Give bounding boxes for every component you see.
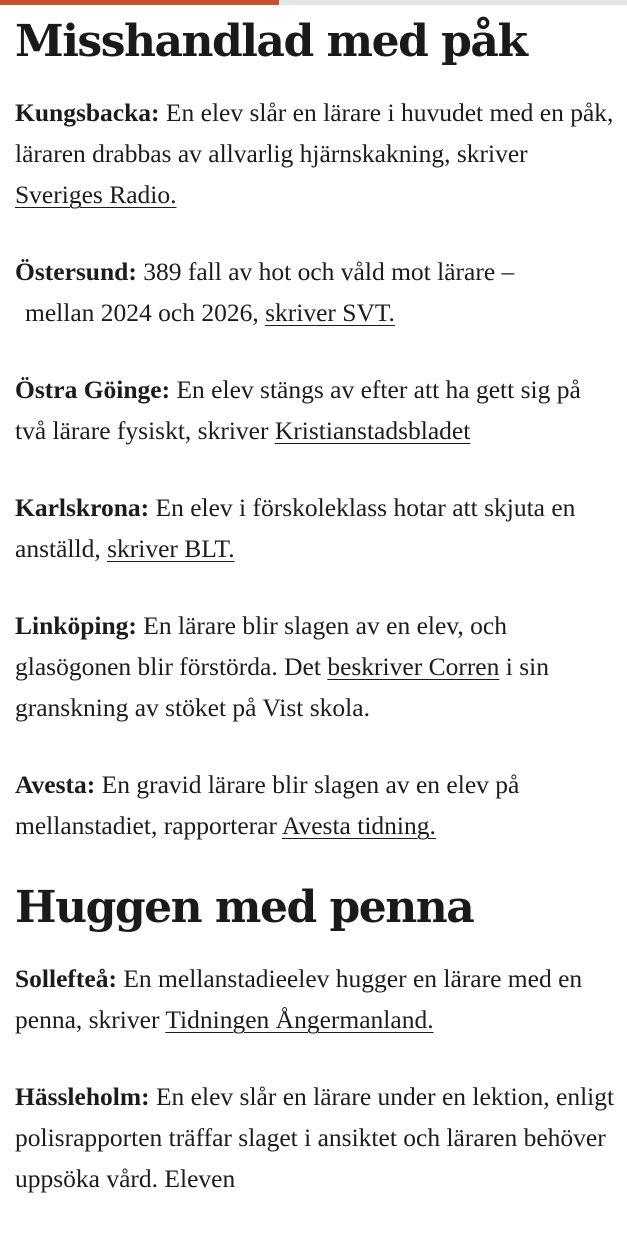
- place-name: Avesta:: [15, 770, 96, 799]
- entry-text: En lärare blir slagen av en elev, och glasögonen blir förstörda. Det: [15, 611, 507, 681]
- place-name: Hässleholm:: [15, 1082, 150, 1111]
- entry-karlskrona: [15, 487, 615, 569]
- entry-ostra-goinge: [15, 369, 615, 451]
- entry-text: En elev i förskoleklass hotar att skjuta en anställd,: [15, 493, 576, 563]
- section-heading-pak: Misshandlad med påk: [15, 16, 527, 67]
- entry-text: En elev stängs av efter att ha gett sig på två lärare fysiskt, skriver: [15, 375, 581, 445]
- entry-text: En mellanstadieelev hugger en lärare med en penna, skriver: [15, 964, 583, 1034]
- entry-ostersund: [15, 251, 615, 333]
- entry-text: En gravid lärare blir slagen av en elev på mellanstadiet, rapporterar: [15, 770, 520, 840]
- place-name: Linköping:: [15, 611, 137, 640]
- source-link-corren[interactable]: beskriver Corren: [327, 652, 500, 681]
- entry-text-continued: mellan 2024 och 2026,: [25, 298, 266, 327]
- place-name: Östersund:: [15, 257, 137, 286]
- article-body: [15, 0, 615, 1235]
- entry-kungsbacka: [15, 92, 615, 215]
- place-name: Östra Göinge:: [15, 375, 171, 404]
- entry-solleftea: [15, 958, 615, 1040]
- place-name: Karlskrona:: [15, 493, 150, 522]
- source-link-blt[interactable]: skriver BLT.: [107, 534, 235, 563]
- source-link-tidningen-angermanland[interactable]: Tidningen Ångermanland.: [165, 1005, 434, 1034]
- section-heading-penna: Huggen med penna: [15, 882, 474, 933]
- source-link-avesta-tidning[interactable]: Avesta tidning.: [281, 811, 436, 840]
- entry-text: 389 fall av hot och våld mot lärare –: [136, 257, 515, 286]
- entry-linkoping: [15, 605, 615, 728]
- entry-text-after: i sin granskning av stöket på Vist skola.: [15, 652, 549, 722]
- entry-text: En elev slår en lärare under en lektion, enligt polisrapporten träffar slaget i ansiktet och läraren behöver uppsöka vård. Eleven: [15, 1082, 615, 1193]
- source-link-svt[interactable]: skriver SVT.: [265, 298, 395, 327]
- entry-hassleholm: [15, 1076, 615, 1199]
- entry-avesta: [15, 764, 615, 846]
- entry-text: En elev slår en lärare i huvudet med en påk, läraren drabbas av allvarlig hjärnskakning, skriver: [15, 98, 614, 168]
- source-link-sveriges-radio[interactable]: Sveriges Radio.: [15, 180, 177, 209]
- source-link-kristianstadsbladet[interactable]: Kristianstadsbladet: [274, 416, 471, 445]
- place-name: Sollefteå:: [15, 964, 117, 993]
- place-name: Kungsbacka:: [15, 98, 160, 127]
